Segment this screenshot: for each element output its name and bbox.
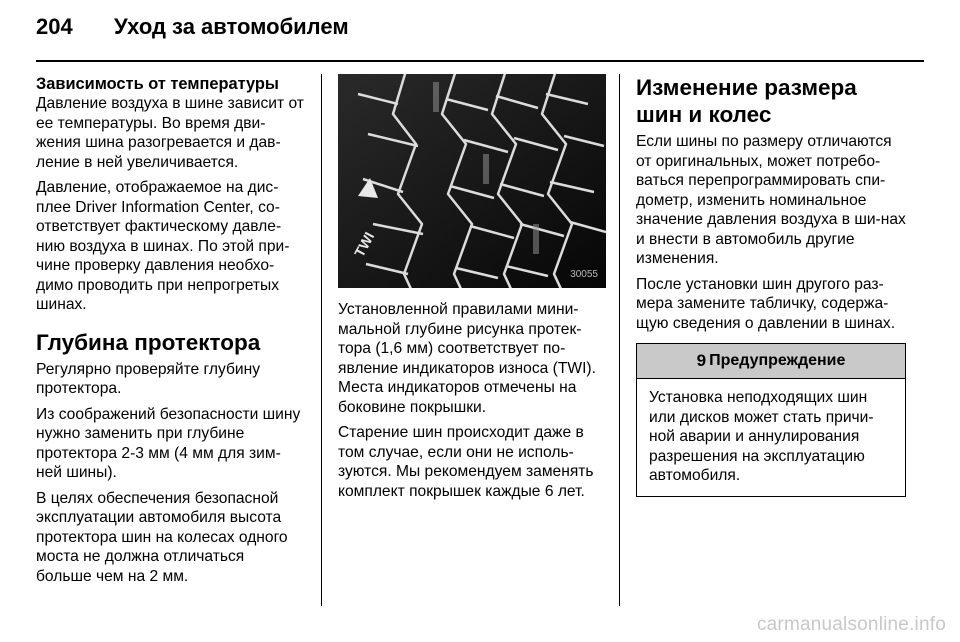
header-rule — [36, 60, 924, 62]
twi-label: TWI — [351, 228, 378, 259]
tread-paragraph-1: Регулярно проверяйте глубину протектора. — [36, 360, 261, 397]
tyre-tread-illustration — [338, 74, 606, 288]
temperature-paragraph-2: Давление, отображаемое на дис-плее Driver Information Center, со-ответствует фактическому давле-нию воздуха в шинах. По этой при-чине проверку давления необхо-димо проводить при непрогретых шинах. — [36, 179, 290, 313]
temperature-subheading: Зависимость от температуры — [36, 75, 279, 93]
chapter-title: Уход за автомобилем — [114, 14, 349, 39]
tread-paragraph-2: Из соображений безопасности шину нужно заменить при глубине протектора 2-3 мм (4 мм для зим-ней шины). — [36, 405, 301, 481]
page-header — [36, 14, 349, 48]
middle-column — [338, 74, 606, 507]
tyre-size-paragraph-1: Если шины по размеру отличаются от оригинальных, может потребо-ваться перепрограммировать спи-дометр, изменить номинальное значение давления воздуха в ши-нах и внести в автомобиль другие изменения. — [636, 133, 906, 267]
tyre-size-change-heading: Изменение размера шин и колес — [636, 75, 857, 127]
watermark: carmanualsonline.info — [756, 614, 946, 635]
tyre-aging-paragraph: Старение шин происходит даже в том случае, если они не исполь-зуются. Мы рекомендуем заменять комплект покрышек каждые 6 лет. — [338, 424, 594, 500]
right-column — [636, 74, 906, 497]
tread-depth-heading: Глубина протектора — [36, 329, 261, 355]
figure-number: 30055 — [570, 268, 598, 280]
warning-title: Предупреждение — [709, 352, 846, 370]
column-divider-left — [321, 74, 322, 606]
column-divider-right — [619, 74, 620, 606]
tread-paragraph-3: В целях обеспечения безопасной эксплуатации автомобиля высота протектора шин на колесах одного моста не должна отличаться больше чем на 2 мм. — [36, 489, 288, 585]
left-column — [36, 74, 304, 592]
warning-box — [636, 343, 906, 497]
tyre-tread-figure — [338, 74, 606, 288]
warning-triangle-icon: 9 — [696, 351, 707, 371]
tyre-size-paragraph-2: После установки шин другого раз-мера замените табличку, содержа-щую сведения о давлении в шинах. — [636, 275, 896, 332]
warning-header — [637, 344, 905, 379]
temperature-paragraph-1: Давление воздуха в шине зависит от ее температуры. Во время дви-жения шина разогревается и дав-ление в ней увеличивается. — [36, 95, 304, 171]
warning-text: Установка неподходящих шин или дисков может стать причи-ной аварии и аннулирования разрешения на эксплуатацию автомобиля. — [649, 389, 874, 484]
twi-paragraph: Установленной правилами мини-мальной глубине рисунка протек-тора (1,6 мм) соответствует по-явление индикаторов износа (TWI). Места индикаторов отмечены на боковине покрышки. — [338, 301, 596, 416]
page-number: 204 — [36, 14, 73, 39]
